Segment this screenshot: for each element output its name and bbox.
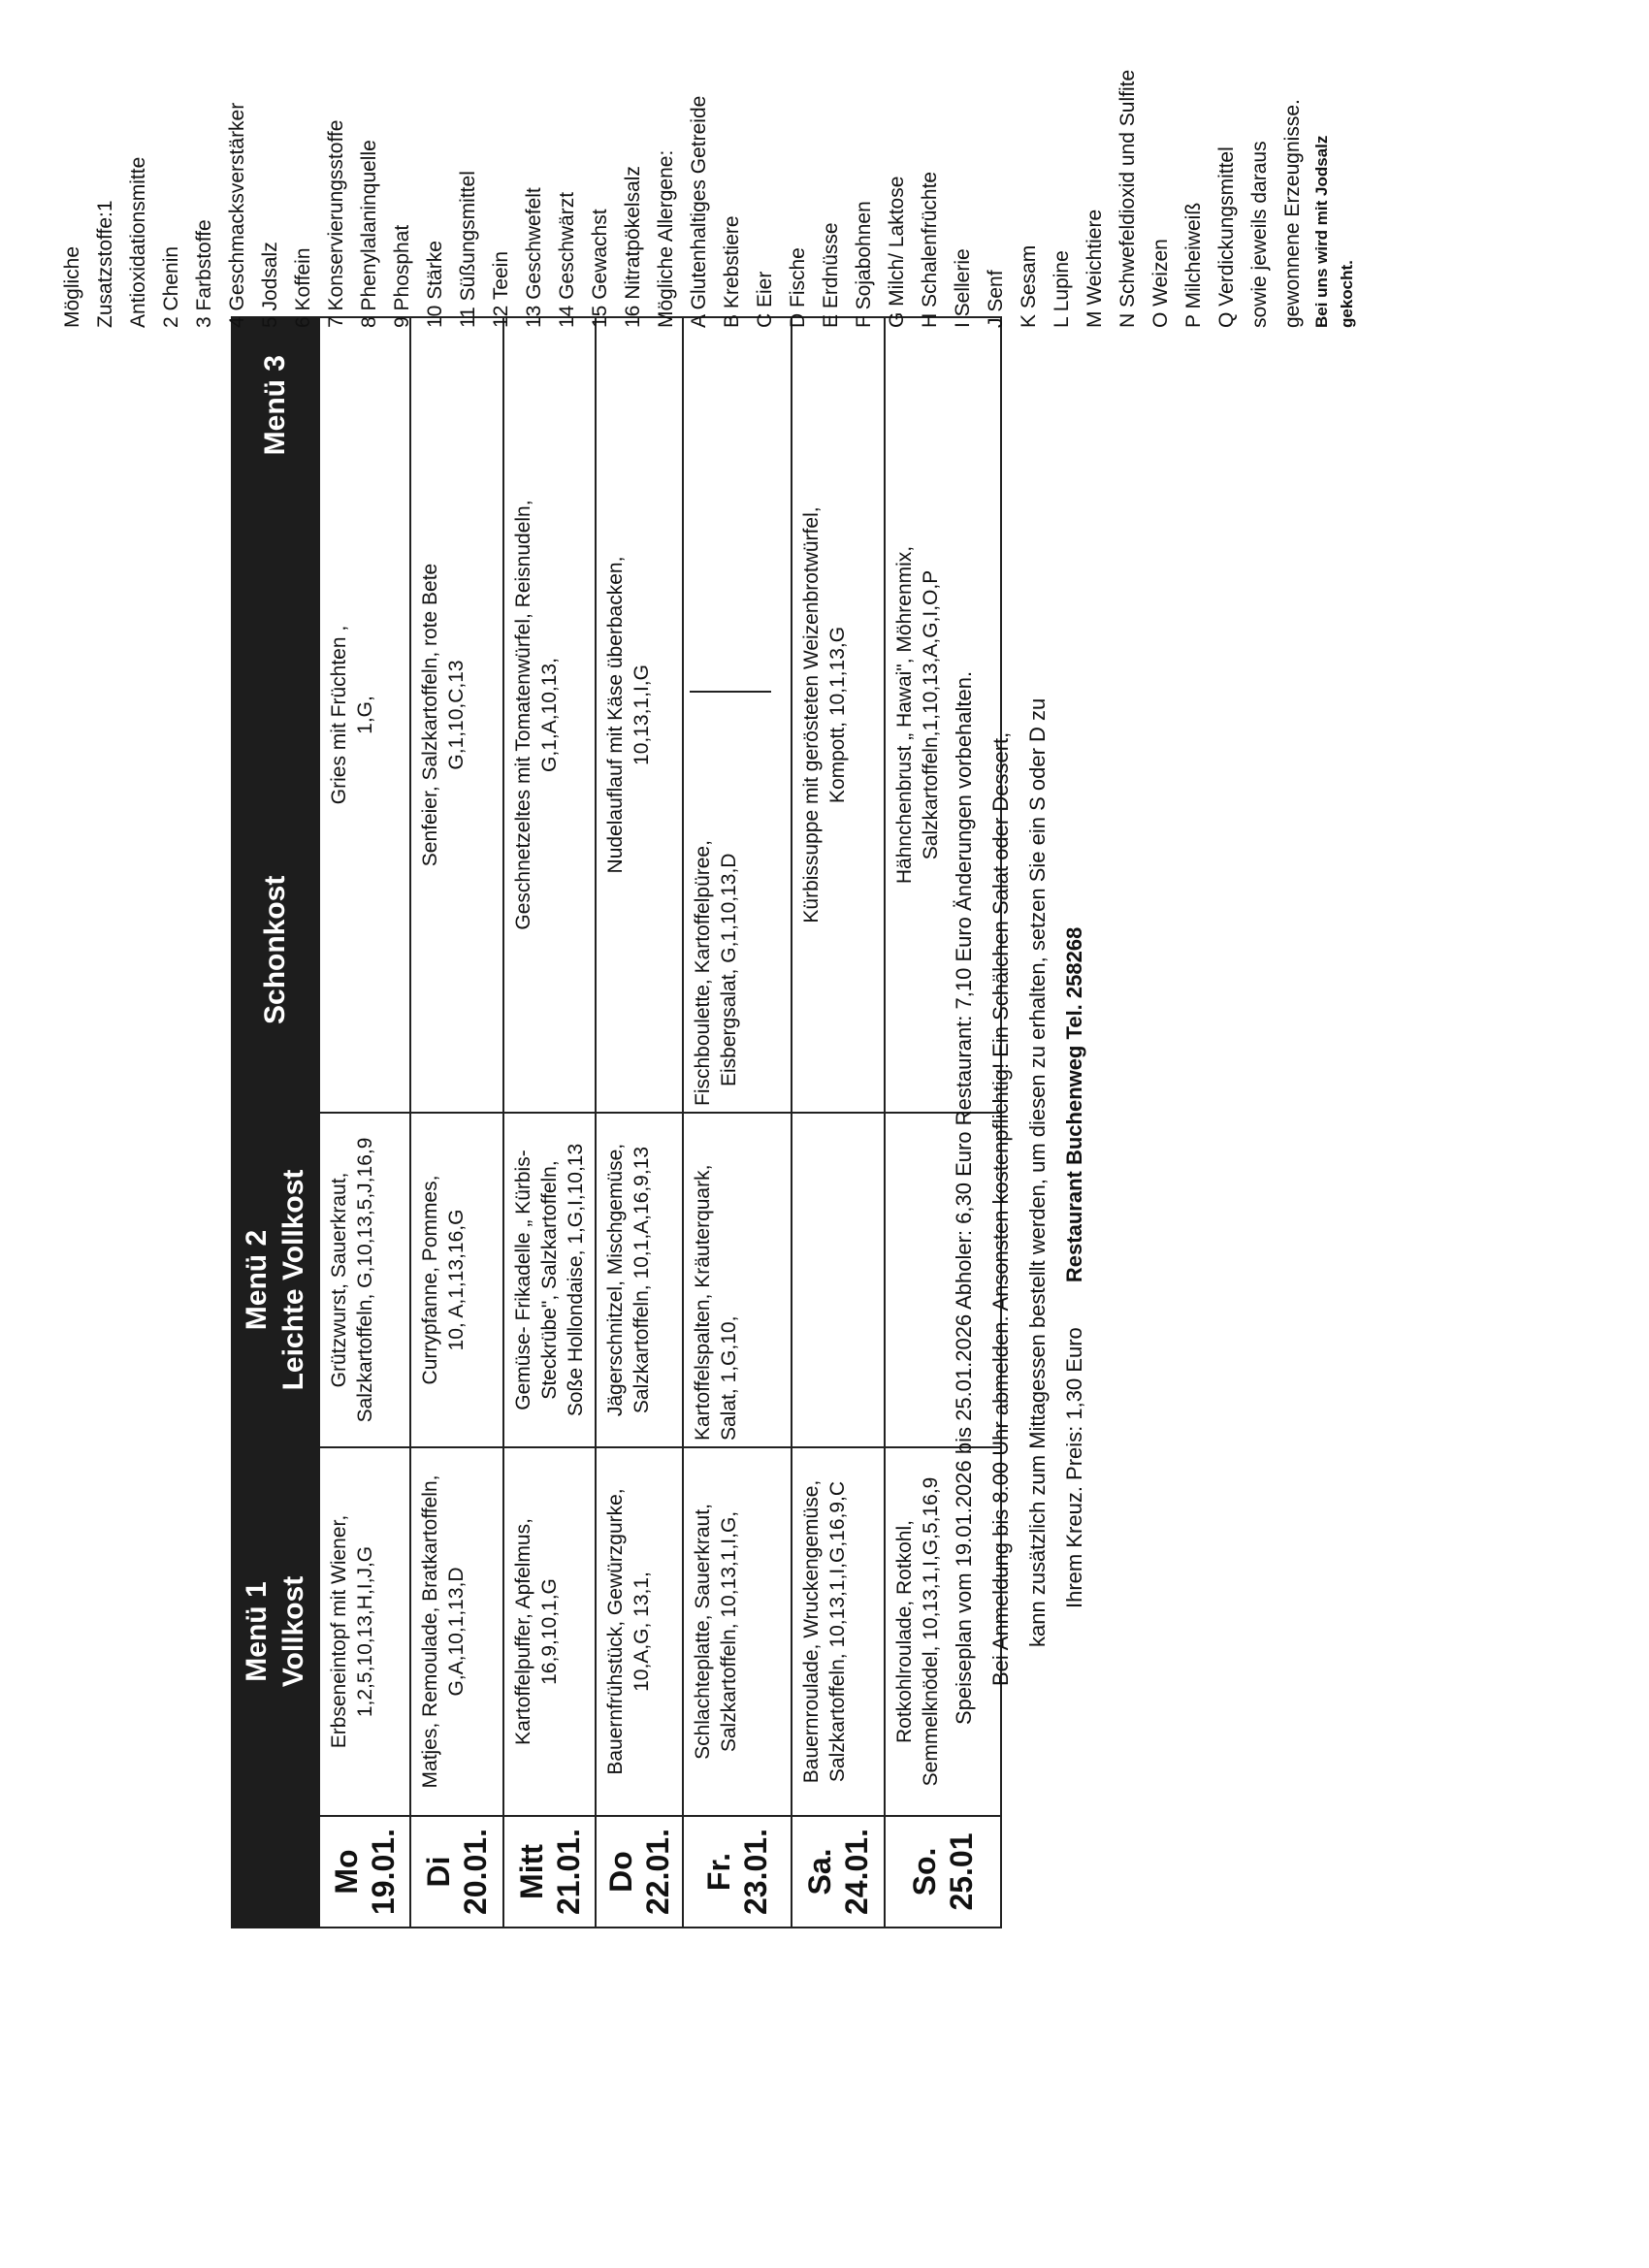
legend-line: 6 Koffein [292,247,314,328]
legend-line: F Sojabohnen [853,201,875,328]
legend-line: A Glutenhaltiges Getreide [688,95,710,328]
menu-table [231,316,1002,1928]
menu1-cell [683,1447,792,1816]
menu2-cell-empty [792,1113,885,1447]
day-name: Fr. [701,1852,736,1892]
menu3-cell [596,317,683,1113]
day-cell [683,1816,792,1928]
legend-line: 11 Süßungsmittel [457,171,479,328]
legend-line: 2 Chenin [160,245,182,328]
footer-line-contact [1056,114,1093,1725]
legend-line: sowie jeweils daraus [1248,141,1271,328]
legend-line: N Schwefeldioxid und Sulfite [1116,69,1139,328]
legend-line: C Eier [754,271,776,328]
legend-line: E Erdnüsse [820,222,842,328]
day-cell [792,1816,885,1928]
dish-line: Kürbissuppe mit gerösteten Weizenbrotwürfel, [800,506,823,923]
legend-line: 5 Jodsalz [259,242,281,328]
dish-line: Currypfanne, Pommes, [419,1175,441,1385]
day-name: Di [421,1856,456,1888]
header-menu2-sub: Leichte Vollkost [277,1169,309,1391]
menu3-cell [792,317,885,1113]
dish-line: G,1,10,C,13 [445,660,468,770]
footer-extra-price: Ihrem Kreuz. Preis: 1,30 Euro [1062,1327,1086,1608]
dish-line: Salzkartoffeln, 10,13,1,I,G, [718,1510,740,1753]
day-cell [596,1816,683,1928]
legend-line: 16 Nitratpökelsalz [622,166,644,328]
legend-line: Mögliche Allergene: [655,149,677,328]
day-date: 19.01. [366,1829,401,1915]
day-name: Do [603,1851,638,1893]
dish-line: Soße Hollondaise, 1,G,I,10,13 [565,1143,587,1417]
legend-line: M Weichtiere [1083,209,1106,328]
dish-line: Steckrübe", Salzkartoffeln, [538,1160,561,1400]
table-row [410,317,503,1928]
table-row [503,317,596,1928]
legend-line: Antioxidationsmitte [127,156,149,328]
dish-line: Salzkartoffeln, 10,1,A,16,9,13 [630,1146,653,1414]
footer-line-extras: kann zusätzlich zum Mittagessen bestellt werden, um diesen zu erhalten, setzen Sie ein S oder D zu [1025,697,1050,1647]
dish-line: Erbseneintopf mit Wiener, [328,1514,350,1749]
day-name: Mitt [513,1844,549,1899]
legend-line: I Sellerie [952,248,974,328]
menu1-cell [410,1447,503,1816]
legend-line: H Schalenfrüchte [919,171,941,328]
dish-line: Semmelknödel, 10,13,1,I,G,5,16,9 [920,1476,942,1787]
menu2-cell [319,1113,410,1447]
dish-line: Kartoffelspalten, Kräuterquark, [692,1164,714,1441]
dish-line: Geschnetzeltes mit Tomatenwürfel, Reisnudeln, [512,500,534,930]
day-cell [319,1816,410,1928]
legend-line: 9 Phosphat [391,224,413,328]
legend-line: J Senf [985,270,1007,328]
table-row [683,317,792,1928]
restaurant-contact: Restaurant Buchenweg Tel. 258268 [1062,926,1086,1283]
dish-line: 10,A,G, 13,1, [630,1571,653,1692]
dish-line: Bauernroulade, Wruckengemüse, [800,1479,823,1784]
footer-notes [946,114,1093,1725]
table-row [596,317,683,1928]
dish-line: 10,13,1,I,G [630,664,653,765]
legend-note-line: gekocht. [1338,260,1356,328]
header-menu2 [232,1113,319,1447]
menu3-cell [503,317,596,1113]
dish-line: Eisbergsalat, G,1,10,13,D [718,853,740,1086]
header-schonkost: Schonkost [259,875,291,1024]
header-menu2-title: Menü 2 [241,1229,273,1331]
legend-line: P Milcheiweiß [1182,202,1205,328]
legend-line: gewonnene Erzeugnisse. [1281,99,1304,328]
dish-line: Salzkartoffeln, G,10,13,5,J,16,9 [354,1137,376,1423]
menu3-cell [683,317,792,1113]
additives-allergens-legend [56,8,1360,328]
menu2-cell [410,1113,503,1447]
header-menu1 [232,1447,319,1816]
menu2-cell [503,1113,596,1447]
legend-line: Zusatzstoffe:1 [94,200,116,328]
header-menu1-sub: Vollkost [277,1575,309,1688]
menu-header-row [232,317,319,1928]
dish-line: Nudelauflauf mit Käse überbacken, [604,556,627,874]
menu1-cell [596,1447,683,1816]
table-row [319,317,410,1928]
legend-line: O Weizen [1149,239,1172,328]
menu2-cell [683,1113,792,1447]
dish-line: Senfeier, Salzkartoffeln, rote Bete [419,563,441,867]
table-row [792,317,885,1928]
dish-line: Gemüse- Frikadelle „ Kürbis- [512,1150,534,1410]
day-date: 25.01 [944,1832,979,1911]
legend-line: Mögliche [61,245,83,328]
day-date: 21.01. [550,1829,586,1915]
day-name: Sa. [802,1848,837,1895]
footer-line-registration: Bei Anmeldung bis 8.00 Uhr abmelden. Ansonsten kostenpflichtig! Ein Schälchen Salat oder Dessert, [988,731,1013,1686]
legend-line: 13 Geschwefelt [523,187,545,328]
menu3-cell [410,317,503,1113]
dish-line: Bauernfrühstück, Gewürzgurke, [604,1488,627,1775]
day-date: 22.01. [640,1829,675,1915]
dish-line: Matjes, Remoulade, Bratkartoffeln, [419,1474,441,1789]
legend-line: 14 Geschwärzt [556,191,578,328]
day-name: Mo [329,1849,364,1895]
day-cell [885,1816,1001,1928]
header-menu3 [232,317,319,1113]
day-date: 24.01. [839,1829,874,1915]
dish-line: Kartoffelpuffer, Apfelmus, [512,1518,534,1745]
legend-line: B Krebstiere [721,215,743,328]
dish-line: Schlachteplatte, Sauerkraut, [692,1504,714,1760]
legend-line: 3 Farbstoffe [193,219,215,328]
legend-line: L Lupine [1051,250,1073,328]
dish-line: G,A,10,1,13,D [445,1567,468,1697]
dish-line: 1,G, [354,696,376,734]
menu1-cell [503,1447,596,1816]
legend-line: 8 Phenylalaninquelle [358,140,380,328]
menu1-cell [319,1447,410,1816]
day-date: 20.01. [458,1829,493,1915]
day-date: 23.01. [738,1829,773,1915]
dish-line: Hähnchenbrust „ Hawai", Möhrenmix, [893,545,916,885]
legend-line: G Milch/ Laktose [886,176,908,328]
dish-line: Fischboulette, Kartoffelpüree, [692,840,714,1106]
header-menu3-title: Menü 3 [259,355,291,456]
legend-note-line: Bei uns wird mit Jodsalz [1312,135,1331,328]
legend-line: D Fische [787,247,809,328]
header-day-blank [232,1816,319,1928]
dish-line: Kompott, 10,1,13,G [826,626,849,804]
dish-line: Gries mit Früchten , [328,625,350,805]
dish-line: Salzkartoffeln,1,10,13,A,G,I,O,P [920,569,942,860]
menu3-cell [319,317,410,1113]
legend-line: K Sesam [1018,244,1040,328]
menu2-cell [596,1113,683,1447]
dish-line: Salzkartoffeln, 10,13,1,I,G,16,9,C [826,1480,849,1783]
header-menu1-title: Menü 1 [241,1581,273,1682]
dish-line: Salat, 1,G,10, [718,1315,740,1441]
legend-line: 15 Gewachst [589,209,611,328]
legend-line: 10 Stärke [424,241,446,328]
dish-line: Grützwurst, Sauerkraut, [328,1172,350,1388]
footer-line-prices: Speiseplan vom 19.01.2026 bis 25.01.2026 Abholer: 6,30 Euro Restaurant: 7,10 Euro Änderungen vorbehalten. [952,670,976,1725]
legend-line: 4 Geschmacksverstärker [226,102,248,328]
dish-line: 16,9,10,1,G [538,1578,561,1685]
dish-line: 10, A,1,13,16,G [445,1209,468,1351]
dish-line: Jägerschnitzel, Mischgemüse, [604,1143,627,1417]
legend-line: Q Verdickungsmittel [1215,146,1238,328]
menu1-cell [792,1447,885,1816]
legend-line: 7 Konservierungsstoffe [325,119,347,328]
dish-line: Rotkohlroulade, Rotkohl, [893,1520,916,1743]
dish-line: G,1,A,10,13, [538,658,561,772]
day-cell [410,1816,503,1928]
dish-line: 1,2,5,10,13,H,I,J,G [354,1545,376,1718]
day-cell [503,1816,596,1928]
legend-line: 12 Teein [490,250,512,328]
day-name: So. [907,1847,942,1896]
